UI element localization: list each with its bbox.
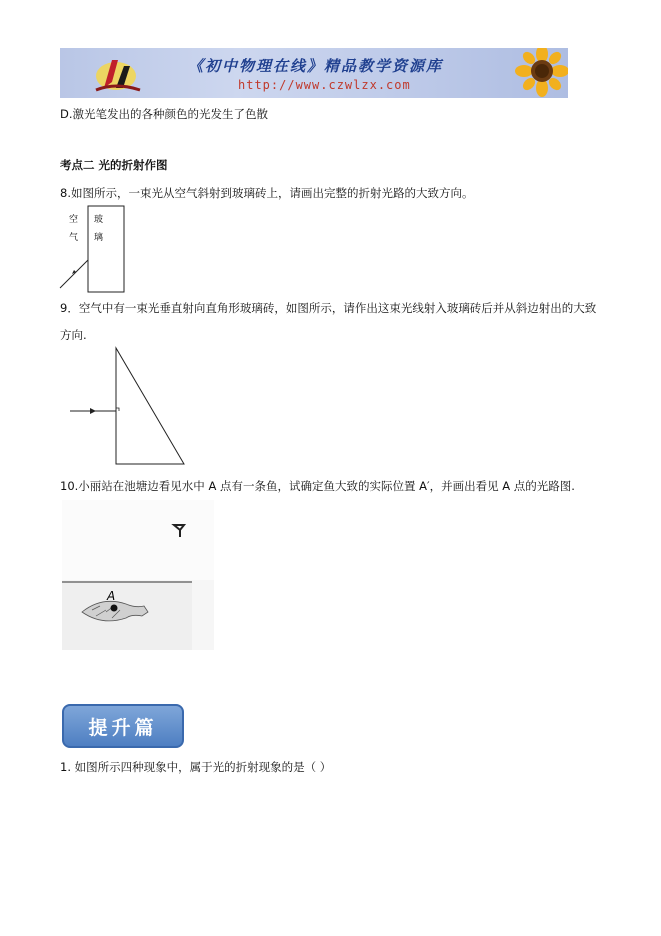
fig8-air-char1: 空 <box>69 215 79 225</box>
fig8-glass-char2: 璃 <box>94 233 104 243</box>
banner-title: 《初中物理在线》精品教学资源库 <box>188 57 444 75</box>
fig8-air-char2: 气 <box>69 233 79 243</box>
sunflower-icon <box>512 48 568 98</box>
question-9-text-line2: 方向. <box>60 328 87 342</box>
fig8-glass-char1: 玻 <box>94 215 104 225</box>
logo-icon <box>90 52 150 96</box>
section-heading: 考点二 光的折射作图 <box>60 158 168 172</box>
question-8-text: 8.如图所示，一束光从空气斜射到玻璃砖上，请画出完整的折射光路的大致方向。 <box>60 186 474 200</box>
section-badge-advanced: 提升篇 <box>62 704 184 748</box>
figure-8-glass-block <box>56 204 128 296</box>
point-a-label: A <box>107 589 116 603</box>
question-1-text: 1. 如图所示四种现象中，属于光的折射现象的是（ ） <box>60 760 332 774</box>
arrow-icon <box>90 408 96 414</box>
option-d-text: D.激光笔发出的各种颜色的光发生了色散 <box>60 107 269 121</box>
header-banner <box>60 48 568 98</box>
figure-10-pond-fish <box>62 500 214 650</box>
question-9-text-line1: 9．空气中有一束光垂直射向直角形玻璃砖，如图所示，请作出这束光线射入玻璃砖后并从斜边射出的大致 <box>60 301 597 315</box>
question-10-text: 10.小丽站在池塘边看见水中 A 点有一条鱼，试确定鱼大致的实际位置 A′，并画出看见 A 点的光路图. <box>60 479 575 493</box>
figure-9-right-triangle-prism <box>66 344 190 468</box>
banner-url: http://www.czwlzx.com <box>238 78 411 92</box>
